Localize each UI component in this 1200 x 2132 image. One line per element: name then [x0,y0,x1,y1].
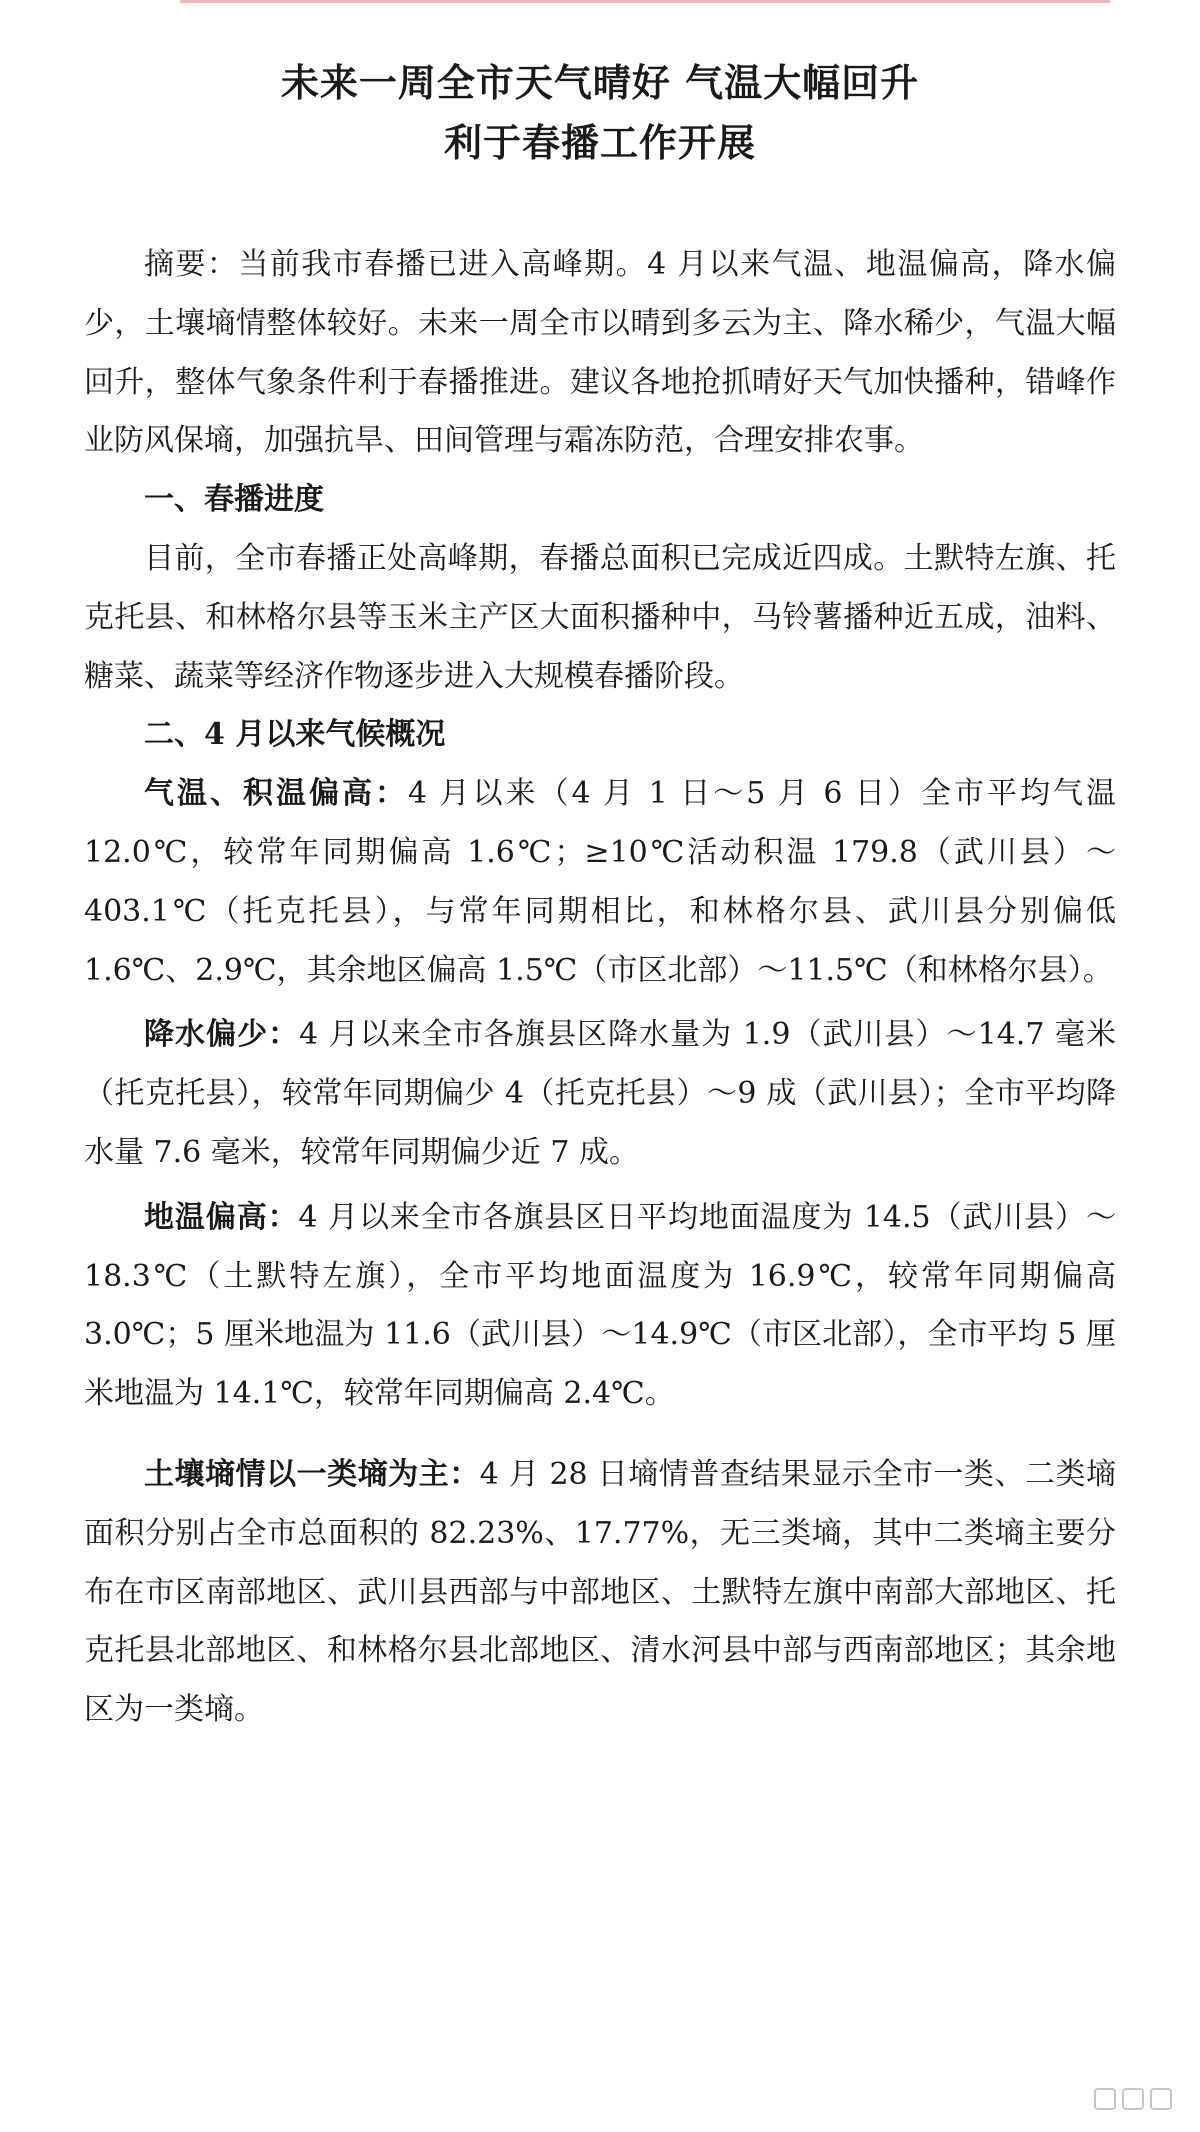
soil-moisture-body: 4 月 28 日墒情普查结果显示全市一类、二类墒面积分别占全市总面积的 82.23%、17.77%，无三类墒，其中二类墒主要分布在市区南部地区、武川县西部与中部地区、土默特左旗中南部大部地区、托克托县北部地区、和林格尔县北部地区、清水河县中部与西南部地区；其余地区为一类墒。 [84,1456,1117,1728]
temperature-paragraph [84,765,1116,1000]
precipitation-paragraph [84,1006,1116,1182]
document-title-line-1: 未来一周全市天气晴好 气温大幅回升 [280,60,920,105]
spring-sowing-paragraph: 目前，全市春播正处高峰期，春播总面积已完成近四成。土默特左旗、托克托县、和林格尔县等玉米主产区大面积播种中，马铃薯播种近五成，油料、糖菜、蔬菜等经济作物逐步进入大规模春播阶段。 [84,540,1116,694]
watermark-icon [1094,2088,1172,2110]
soil-moisture-paragraph [84,1446,1116,1740]
summary-paragraph: 摘要：当前我市春播已进入高峰期。4 月以来气温、地温偏高，降水偏少，土壤墒情整体较好。未来一周全市以晴到多云为主、降水稀少，气温大幅回升，整体气象条件利于春播推进。建议各地抢抓晴好天气加快播种，错峰作业防风保墒，加强抗旱、田间管理与霜冻防范，合理安排农事。 [84,247,1116,459]
document-body [84,236,1116,1740]
temperature-lead: 气温、积温偏高： [144,776,408,812]
ground-temperature-paragraph [84,1189,1116,1424]
precipitation-lead: 降水偏少： [144,1017,300,1053]
document-title-line-2: 利于春播工作开展 [443,120,756,165]
top-divider [180,0,1110,3]
section-heading-spring-sowing: 一、春播进度 [144,482,324,518]
temperature-body: 4 月以来（4 月 1 日～5 月 6 日）全市平均气温 12.0℃，较常年同期偏高 1.6℃；≥10℃活动积温 179.8（武川县）～403.1℃（托克托县），与常年同期相比，和林格尔县、武川县分别偏低 1.6℃、2.9℃，其余地区偏高 1.5℃（市区北部）～11.5℃（和林格尔县）。 [84,776,1117,988]
section-heading-climate-overview: 二、4 月以来气候概况 [144,717,446,753]
ground-temperature-lead: 地温偏高： [144,1199,299,1235]
precipitation-body: 4 月以来全市各旗县区降水量为 1.9（武川县）～14.7 毫米（托克托县），较常年同期偏少 4（托克托县）～9 成（武川县）；全市平均降水量 7.6 毫米，较常年同期偏少近 7 成。 [84,1017,1117,1170]
ground-temperature-body: 4 月以来全市各旗县区日平均地面温度为 14.5（武川县）～18.3℃（土默特左旗），全市平均地面温度为 16.9℃，较常年同期偏高 3.0℃；5 厘米地温为 11.6（武川县）～14.9℃（市区北部），全市平均 5 厘米地温为 14.1℃，较常年同期偏高 2.4℃。 [84,1199,1116,1412]
soil-moisture-lead: 土壤墒情以一类墒为主： [144,1456,480,1492]
